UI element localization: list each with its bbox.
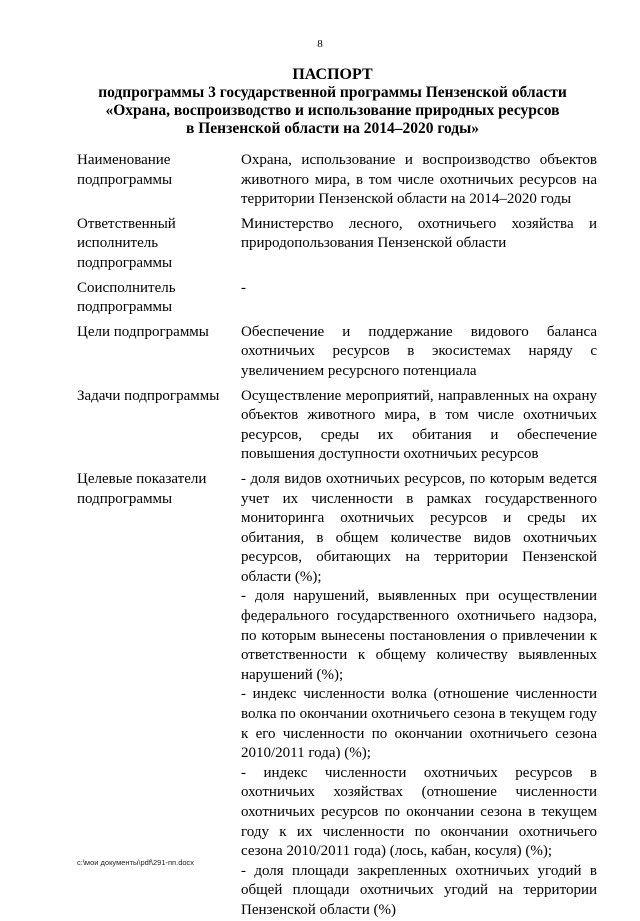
indicator-item: - доля площади закрепленных охотничьих угодий в общей площади охотничьих угодий на территории Пензенской области (%) — [241, 862, 597, 918]
document-title — [60, 66, 605, 138]
title-line-region-years: в Пензенской области на 2014–2020 годы» — [185, 120, 479, 137]
title-line-subprogram: подпрограммы 3 государственной программы Пензенской области — [98, 84, 567, 101]
row-value-responsible: Министерство лесного, охотничьего хозяйства и природопользования Пензенской области — [241, 215, 597, 252]
table-row — [77, 387, 597, 470]
passport-table — [77, 151, 597, 921]
indicator-item: - доля видов охотничьих ресурсов, по которым ведется учет их численности в рамках государственного мониторинга охотничьих ресурсов и среды их обитания, в общем количестве видов охотничьих ресурсов, обитающих на территории Пензенской области (%); — [241, 470, 597, 585]
indicator-item: - доля нарушений, выявленных при осуществлении федерального государственного охотничьего надзора, по которым вынесены постановления о привлечении к ответственности к общему количеству выявленных нарушений (%); — [241, 588, 597, 683]
table-row — [77, 323, 597, 387]
table-row — [77, 279, 597, 323]
table-row — [77, 470, 597, 921]
row-value-tasks: Осуществление мероприятий, направленных на охрану объектов животного мира, в том числе охотничьих ресурсов, среды их обитания и обеспечение повышения доступности охотничьих ресурсов — [241, 387, 597, 463]
row-label-tasks: Задачи подпрограммы — [77, 387, 220, 404]
row-label-name: Наименование подпрограммы — [77, 152, 173, 188]
row-value-goals: Обеспечение и поддержание видового баланса охотничьих ресурсов в экосистемах наряду с увеличением ресурсного потенциала — [241, 323, 597, 379]
row-value-indicators — [241, 470, 597, 921]
indicator-item: - индекс численности охотничьих ресурсов в охотничьих хозяйствах (отношение численности охотничьих ресурсов по окончании сезона в текущем году к их численности по окончании охотничьего сезона 2010/2011 года) (лось, кабан, косуля) (%); — [241, 764, 597, 860]
row-label-indicators: Целевые показатели подпрограммы — [77, 470, 207, 507]
title-line-passport: ПАСПОРТ — [292, 66, 373, 83]
table-row — [77, 151, 597, 215]
row-value-name: Охрана, использование и воспроизводство объектов животного мира, в том числе охотничьих ресурсов на территории Пензенской области на 2014–2020 годы — [241, 152, 597, 208]
table-row — [77, 215, 597, 279]
row-label-responsible: Ответственный исполнитель подпрограммы — [77, 215, 176, 271]
row-label-goals: Цели подпрограммы — [77, 323, 209, 340]
title-line-program-name: «Охрана, воспроизводство и использование природных ресурсов — [105, 102, 560, 119]
row-label-coexecutor: Соисполнитель подпрограммы — [77, 279, 176, 316]
page-number: 8 — [317, 38, 323, 50]
indicator-item: - индекс численности волка (отношение численности волка по окончании охотничьего сезона в текущем году к его численности по окончании охотничьего сезона 2010/2011 года) (%); — [241, 686, 597, 762]
row-value-coexecutor: - — [241, 279, 246, 296]
footer-file-path: c:\мои документы\pdf\291-пп.docx — [77, 858, 195, 867]
